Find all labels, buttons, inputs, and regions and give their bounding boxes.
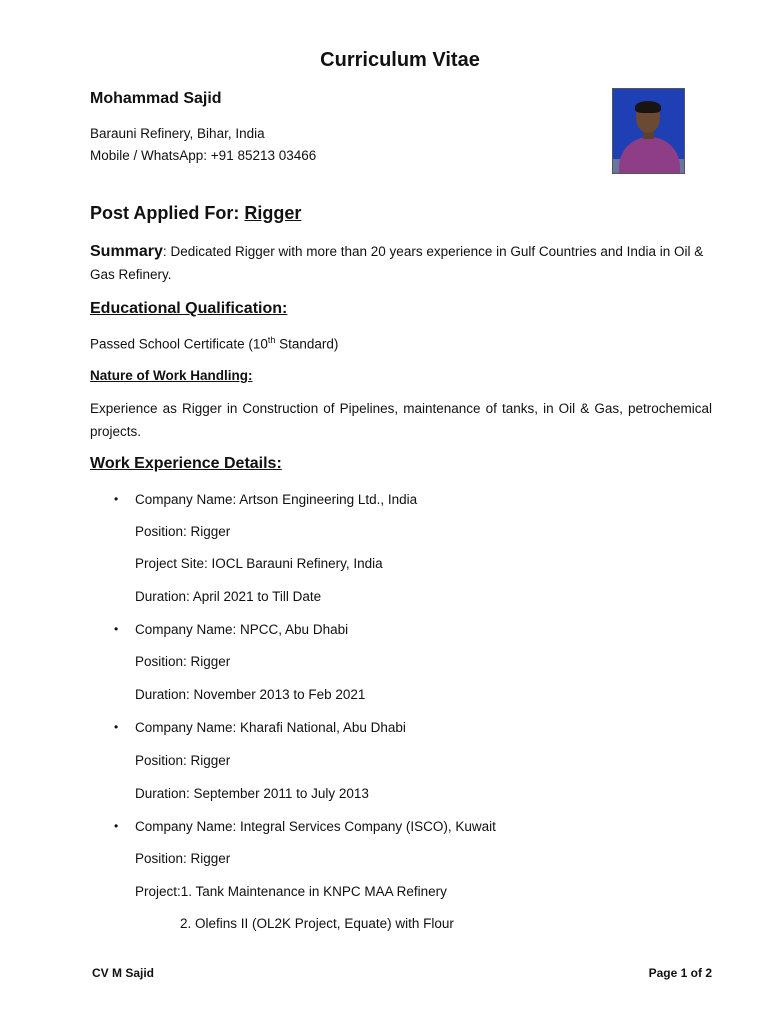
- footer-author: CV M Sajid: [92, 966, 155, 980]
- candidate-name: Mohammad Sajid: [90, 90, 222, 107]
- position: Position: Rigger: [135, 851, 231, 866]
- duration: Duration: September 2011 to July 2013: [135, 786, 369, 801]
- project: Project:1. Tank Maintenance in KNPC MAA Refinery: [135, 884, 447, 899]
- company-name: Company Name: NPCC, Abu Dhabi: [135, 622, 349, 637]
- education-heading: Educational Qualification:: [90, 300, 288, 317]
- page-of: of: [687, 966, 706, 980]
- bullet-icon: •: [114, 720, 119, 734]
- bullet-icon: •: [114, 819, 119, 833]
- document-title: Curriculum Vitae: [320, 49, 480, 71]
- nature-text: Experience as Rigger in Construction of Pipelines, maintenance of tanks, in Oil & Gas, petrochemical projects.: [90, 401, 712, 439]
- address-line: Barauni Refinery, Bihar, India: [90, 126, 265, 141]
- company-name: Company Name: Artson Engineering Ltd., India: [135, 492, 418, 507]
- candidate-photo: [612, 88, 685, 174]
- company-name: Company Name: Kharafi National, Abu Dhabi: [135, 720, 406, 735]
- education-text-part: Standard): [275, 336, 339, 352]
- project-line-2: 2. Olefins II (OL2K Project, Equate) with Flour: [180, 916, 454, 931]
- post-applied: [90, 203, 301, 224]
- contact-line: Mobile / WhatsApp: +91 85213 03466: [90, 148, 317, 163]
- position: Position: Rigger: [135, 524, 231, 539]
- page-current: 1: [680, 966, 688, 980]
- post-value: Rigger: [244, 203, 302, 223]
- education-text-part: Passed School Certificate (10: [90, 336, 268, 352]
- company-name: Company Name: Integral Services Company (ISCO), Kuwait: [135, 819, 496, 834]
- bullet-icon: •: [114, 492, 119, 506]
- summary-colon: :: [162, 244, 167, 259]
- work-heading: Work Experience Details:: [90, 455, 282, 472]
- education-text: [90, 335, 338, 352]
- post-label: Post Applied For:: [90, 203, 240, 223]
- page-number: [640, 966, 712, 980]
- duration: Duration: April 2021 to Till Date: [135, 589, 322, 604]
- summary-text: Dedicated Rigger with more than 20 years experience in Gulf Countries and India in Oil & Gas Refinery.: [90, 244, 704, 282]
- education-sup: th: [267, 335, 276, 345]
- bullet-icon: •: [114, 622, 119, 636]
- position: Position: Rigger: [135, 753, 231, 768]
- page-word: Page: [648, 966, 681, 980]
- nature-heading: Nature of Work Handling:: [90, 368, 253, 383]
- duration: Duration: November 2013 to Feb 2021: [135, 687, 366, 702]
- summary-block: [90, 240, 712, 286]
- position: Position: Rigger: [135, 654, 231, 669]
- project-site: Project Site: IOCL Barauni Refinery, India: [135, 556, 383, 571]
- page-total: 2: [705, 966, 712, 980]
- summary-label: Summary: [90, 243, 163, 260]
